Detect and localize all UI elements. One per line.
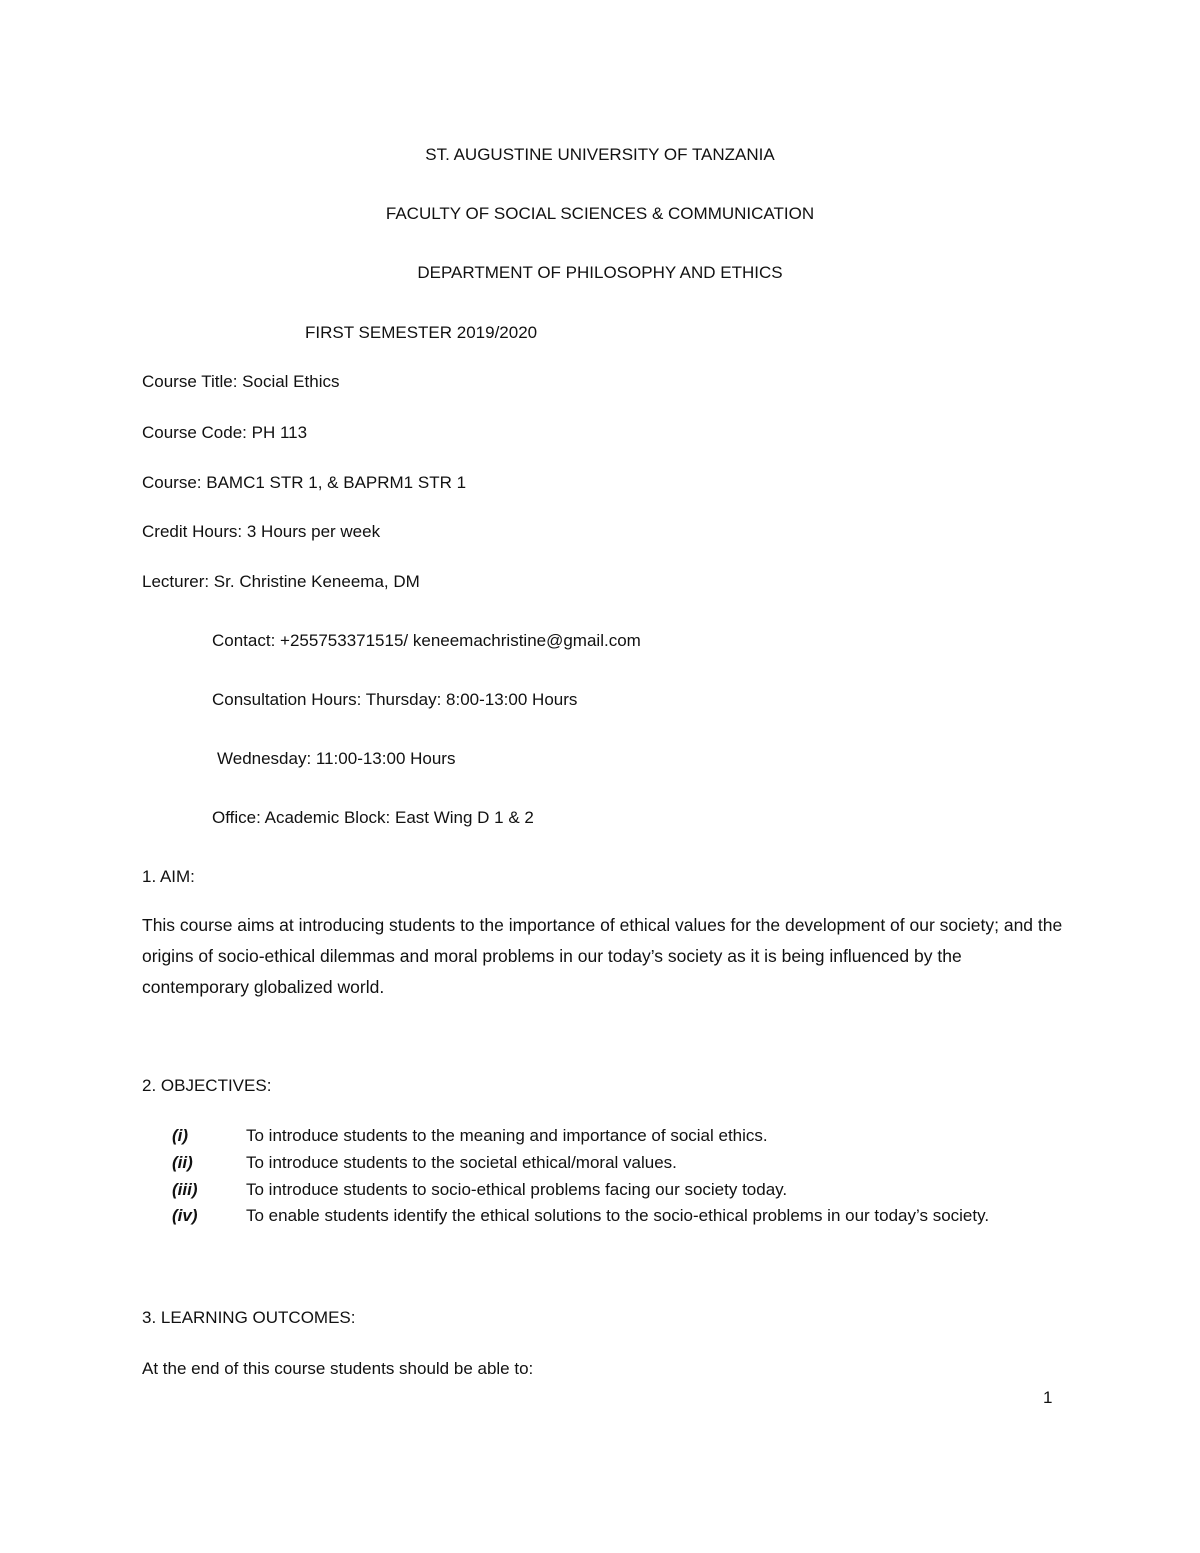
office-location: Office: Academic Block: East Wing D 1 & 2 (212, 808, 534, 827)
learning-outcomes-heading: 3. LEARNING OUTCOMES: (142, 1308, 356, 1327)
contact-info: Contact: +255753371515/ keneemachristine@gmail.com (212, 631, 641, 650)
learning-outcomes-intro: At the end of this course students should be able to: (142, 1359, 534, 1378)
course-programme: Course: BAMC1 STR 1, & BAPRM1 STR 1 (142, 473, 467, 492)
consultation-hours: Consultation Hours: Thursday: 8:00-13:00 Hours (212, 690, 578, 709)
objective-number: (iii) (172, 1180, 198, 1199)
department-name: DEPARTMENT OF PHILOSOPHY AND ETHICS (417, 263, 783, 282)
objective-number: (i) (172, 1126, 189, 1145)
semester-label: FIRST SEMESTER 2019/2020 (305, 323, 538, 342)
objective-number: (iv) (172, 1206, 198, 1225)
university-name: ST. AUGUSTINE UNIVERSITY OF TANZANIA (425, 145, 775, 164)
objective-text: To enable students identify the ethical solutions to the socio-ethical problems in our today’s society. (246, 1206, 990, 1225)
page-number: 1 (1043, 1388, 1053, 1407)
lecturer: Lecturer: Sr. Christine Keneema, DM (142, 572, 420, 591)
faculty-name: FACULTY OF SOCIAL SCIENCES & COMMUNICATION (385, 204, 815, 223)
objective-text: To introduce students to socio-ethical problems facing our society today. (246, 1180, 788, 1199)
credit-hours: Credit Hours: 3 Hours per week (142, 522, 381, 541)
objective-text: To introduce students to the societal ethical/moral values. (246, 1153, 677, 1172)
course-code: Course Code: PH 113 (142, 423, 308, 442)
aim-paragraph: This course aims at introducing students to the importance of ethical values for the development of our society; and the origins of socio-ethical dilemmas and moral problems in our today’s society as it is being influenced by the contemporary globalized world. (142, 915, 1063, 997)
objectives-heading: 2. OBJECTIVES: (142, 1076, 272, 1095)
course-title: Course Title: Social Ethics (142, 372, 340, 391)
consultation-wednesday: Wednesday: 11:00-13:00 Hours (217, 749, 456, 768)
aim-heading: 1. AIM: (142, 867, 195, 886)
objective-number: (ii) (172, 1153, 193, 1172)
objective-text: To introduce students to the meaning and importance of social ethics. (246, 1126, 768, 1145)
